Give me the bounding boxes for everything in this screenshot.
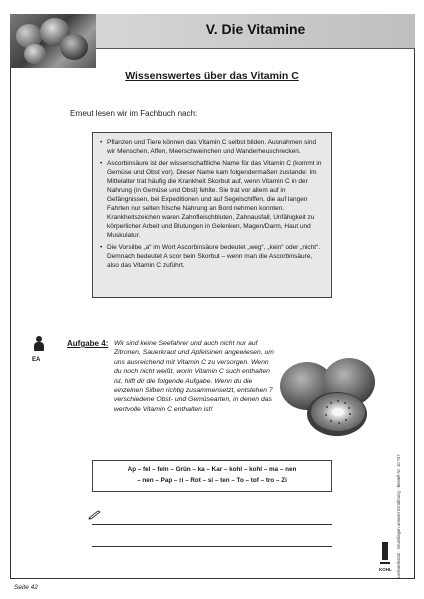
section-title: Wissenswertes über das Vitamin C xyxy=(125,70,299,82)
info-item: • Die Vorsilbe „a“ im Wort Ascorbinsäure bedeutet „weg“, „kein“ oder „nicht“. Demnach bedeutet A scor bein Skorbut – wenn man die Ascorbinsäure, also das Vitamin C zuführt. xyxy=(107,243,325,270)
side-credits: Lernwerkstatt · Grundlagen unserer Ernährung · Bestell-Nr. 10 747 xyxy=(396,454,401,578)
task-text: Wir sind keine Seefahrer und auch nicht nur auf Zitronen, Sauerkraut und Apfelsinen angewiesen, um uns ausreichend mit Vitamin C zu versorgen. Wenn du noch nicht weißt, worin Vitamin C such enthalten ist, hilft dir die folgende Aufgabe. Wenn du die einzelnen Silben richtig zusammensetzt, entstehen 7 verschiedene Obst- und Gemüsearten, in denen das wertvolle Vitamin C enthalten ist! xyxy=(114,340,274,413)
syllable-box xyxy=(92,460,332,492)
info-box xyxy=(92,132,332,298)
page-header xyxy=(10,14,415,48)
task-label: Aufgabe 4: xyxy=(67,339,109,348)
info-item: • Pflanzen und Tiere können das Vitamin C selbst bilden. Ausnahmen sind wir Menschen, Affen, Meerschweinchen und Wanderheuschrecken. xyxy=(107,138,325,156)
single-work-icon xyxy=(32,336,46,364)
syllable-line: Ap – fel – feln – Grün – ka – Kar – kohl – kohl – ma – nen xyxy=(127,466,297,473)
intro-text: Erneut lesen wir im Fachbuch nach: xyxy=(70,109,198,118)
kiwi-photo xyxy=(277,352,385,440)
answer-line[interactable] xyxy=(92,524,332,525)
chapter-title: V. Die Vitamine xyxy=(205,21,306,37)
page-number: Seite 42 xyxy=(14,584,38,591)
publisher-name: KOHL xyxy=(379,567,392,572)
info-item: • Ascorbinsäure ist der wissenschaftliche Name für das Vitamin C (kommt in Gemüse und Obst vor). Dieser Name kam folgendermaßen zustande: Im Mittelalter trat häufig die Krankheit Skorbut auf, wenn Vitamin C in der Nahrung (in Gemüse und Obst) fehlte. Sie trat vor allem auf in Gefängnissen, bei Expeditionen und auf Segelschiffen, die auf langen Fahrten nur selten frische Nahrung an Bord nehmen konnten. Krankheitszeichen waren Zahnfleischbluten, Zahnausfall, Unfähigkeit zu körperlicher Arbeit und Blutungen in Gelenken, Magen/Darm, Haut und Muskulatur. xyxy=(107,159,325,240)
header-bar xyxy=(96,14,415,49)
publisher-logo xyxy=(378,540,392,574)
task-icon-label: EA xyxy=(32,357,41,363)
syllable-line: – nen – Pap – ri – Rot – si – ten – To – tof – tro – Zi xyxy=(137,477,287,484)
answer-line[interactable] xyxy=(92,546,332,547)
info-list xyxy=(99,138,325,270)
fruit-photo-icon xyxy=(10,14,96,68)
pencil-icon xyxy=(88,507,102,517)
